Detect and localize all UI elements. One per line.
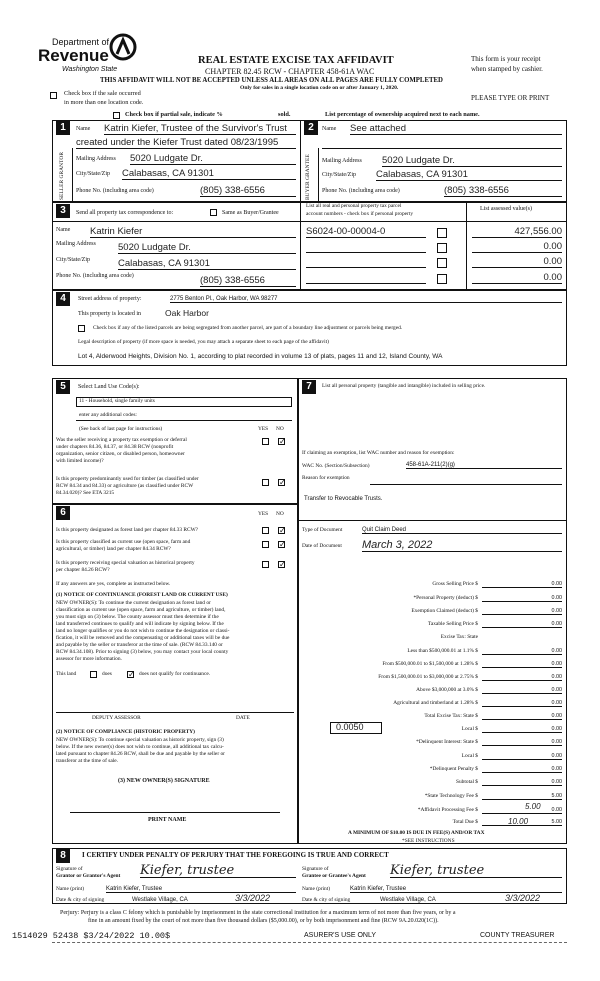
grantee-sig-label-1: Signature of xyxy=(302,866,329,872)
county-treasurer-label: COUNTY TREASURER xyxy=(480,932,555,939)
same-as-buyer-checkbox[interactable] xyxy=(210,209,217,216)
legal-description-value[interactable]: Lot 4, Alderwood Heights, Division No. 1, according to plat recorded in volume 13 of plats, pages 11 and 12, Island County, WA xyxy=(78,353,443,360)
doc-date-label: Date of Document xyxy=(302,543,342,549)
s6-q3-line-2: per chapter 84.26 RCW? xyxy=(56,567,110,573)
s5-q2-line-3: 84.34.020)? See ETA 3215 xyxy=(56,490,115,496)
s6-q2-yes-checkbox[interactable] xyxy=(262,541,269,548)
corr-city-value[interactable]: Calabasas, CA 91301 xyxy=(118,259,296,270)
fee-line-value[interactable]: 0.00 xyxy=(482,622,562,628)
parcel-value-1[interactable]: 427,556.00 xyxy=(472,227,562,238)
grantor-city-value[interactable]: Westlake Village, CA xyxy=(132,897,296,904)
s6-no-header: NO xyxy=(276,511,284,517)
n2-line-3: lated pursuant to chapter 84.26 RCW, shall be due and payable by the seller or xyxy=(56,751,225,757)
fee-line-value[interactable]: 0.00 xyxy=(482,808,562,814)
buyer-grantee-label: BUYER GRANTEE xyxy=(305,154,311,200)
s5-no-header: NO xyxy=(276,426,284,432)
form-chapter: CHAPTER 82.45 RCW - CHAPTER 458-61A WAC xyxy=(205,67,375,76)
parcel-account-3[interactable] xyxy=(306,257,426,268)
fee-line-value[interactable]: 0.00 xyxy=(482,754,562,760)
s5-yes-header: YES xyxy=(258,426,269,432)
type-or-print: PLEASE TYPE OR PRINT xyxy=(471,94,550,102)
section-2-number: 2 xyxy=(304,121,318,135)
fee-line-value[interactable]: 0.00 xyxy=(482,688,562,694)
grantor-name-label: Name (print) xyxy=(56,886,84,892)
minimum-note: A MINIMUM OF $10.00 IS DUE IN FEE(S) AND/OR TAX xyxy=(348,830,485,836)
deputy-date-label: DATE xyxy=(236,715,250,721)
n1-line-8: RCW 84.34.108). Prior to signing (3) below, you may contact your local county xyxy=(56,649,229,655)
fee-line-label: From $1,500,000.01 to $3,000,000 at 2.75% $ xyxy=(378,674,478,680)
n1-line-6: fication, it will be removed and the compensating or additional taxes will be due xyxy=(56,635,230,641)
revenue-logo-icon xyxy=(108,32,138,62)
corr-address-label: Mailing Address xyxy=(56,241,96,247)
n1-line-5: land no longer qualifies or you do not wish to continue the designation or classi- xyxy=(56,628,230,634)
seller-name-line-2[interactable]: created under the Kiefer Trust dated 08/23/1995 xyxy=(76,138,296,149)
fee-line-label: Subtotal $ xyxy=(455,779,478,785)
s6-q3-line-1: Is this property receiving special valuation as historical property xyxy=(56,560,195,566)
corr-address-value[interactable]: 5020 Ludgate Dr. xyxy=(118,243,296,254)
n1-line-3: you must sign on (3) below. The county assessor must then determine if the xyxy=(56,614,219,620)
treasurer-use-label: ASURER'S USE ONLY xyxy=(304,932,377,939)
grantee-name-label: Name (print) xyxy=(302,886,330,892)
total-handwritten: 10.00 xyxy=(508,817,529,826)
receipt-note-2: when stamped by cashier. xyxy=(471,65,543,73)
fee-line-label: Less than $500,000.01 at 1.1% $ xyxy=(407,648,478,654)
s5-q1-yes-checkbox[interactable] xyxy=(262,438,269,445)
s5-q1-line-3: organization, senior citizen, or disabled person, homeowner xyxy=(56,451,185,457)
s6-q1-no-checkbox[interactable] xyxy=(278,527,285,534)
buyer-name-label: Name xyxy=(322,126,337,132)
fee-line-label: Above $3,000,000 at 3.0% $ xyxy=(416,687,478,693)
grantor-date-value[interactable]: 3/3/2022 xyxy=(235,893,271,903)
buyer-phone-value[interactable]: (805) 338-6556 xyxy=(444,186,562,197)
seller-phone-label: Phone No. (including area code) xyxy=(76,188,154,194)
print-name-label: PRINT NAME xyxy=(148,817,187,823)
assessed-header: List assessed value(s) xyxy=(480,206,532,212)
reason-value[interactable]: Transfer to Revocable Trusts. xyxy=(304,496,383,502)
perjury-warning: Perjury: Perjury is a class C felony which is punishable by imprisonment in the state correctional institution for a maximum term of not more than five years, or by a xyxy=(60,910,456,916)
fee-line-value[interactable]: 0.00 xyxy=(482,675,562,681)
does-label: does xyxy=(102,671,112,677)
land-does-not-checkbox[interactable] xyxy=(127,671,134,678)
street-address-value[interactable]: 2775 Benton Pl., Oak Harbor, WA 98277 xyxy=(170,296,562,303)
parcel-personal-checkbox-2[interactable] xyxy=(437,243,447,253)
new-owner-signature-label: (3) NEW OWNER(S) SIGNATURE xyxy=(118,778,210,784)
grantor-signature[interactable]: Kiefer, trustee xyxy=(140,864,296,878)
s6-q3-no-checkbox[interactable] xyxy=(278,561,285,568)
n1-line-4: land transferred continues to qualify and will indicate by signing below. If the xyxy=(56,621,224,627)
multi-location-checkbox[interactable] xyxy=(50,92,57,99)
located-in-value[interactable]: Oak Harbor xyxy=(165,308,209,318)
same-as-buyer-label: Same as Buyer/Grantee xyxy=(222,210,279,216)
segregated-checkbox[interactable] xyxy=(78,325,85,332)
s5-q1-line-4: with limited income)? xyxy=(56,458,104,464)
form-title: REAL ESTATE EXCISE TAX AFFIDAVIT xyxy=(198,55,394,66)
deputy-assessor-label: DEPUTY ASSESSOR xyxy=(92,715,141,721)
corr-name-value[interactable]: Katrin Kiefer xyxy=(90,227,296,238)
see-back-label: (See back of last page for instructions) xyxy=(79,426,163,432)
s5-q2-yes-checkbox[interactable] xyxy=(262,479,269,486)
partial-sale-label: Check box if partial sale, indicate % xyxy=(125,111,223,118)
fee-line-value[interactable]: 0.00 xyxy=(482,596,562,602)
seller-phone-value[interactable]: (805) 338-6556 xyxy=(200,186,296,197)
fee-line-value[interactable]: 0.00 xyxy=(482,662,562,668)
s6-if-yes: If any answers are yes, complete as instructed below. xyxy=(56,581,171,587)
corr-name-label: Name xyxy=(56,227,71,233)
fee-line-label: *Affidavit Processing Fee $ xyxy=(417,807,478,813)
parcel-header-2: account numbers - check box if personal property xyxy=(306,211,414,217)
agency-logo-text: Revenue xyxy=(38,46,109,65)
s6-yes-header: YES xyxy=(258,511,269,517)
sold-label: sold. xyxy=(278,111,291,118)
additional-codes-label: enter any additional codes: xyxy=(79,412,137,418)
personal-property-label: List all personal property (tangible and intangible) included in selling price. xyxy=(322,383,486,389)
parcel-account-4[interactable] xyxy=(306,273,426,284)
parcel-value-3[interactable]: 0.00 xyxy=(472,257,562,268)
seller-name-label: Name xyxy=(76,126,91,132)
claim-exemption-label: If claiming an exemption, list WAC number and reason for exemption: xyxy=(302,450,455,456)
parcel-account-1[interactable]: S6024-00-00004-0 xyxy=(306,227,426,238)
buyer-city-label: City/State/Zip xyxy=(322,172,356,178)
ownership-pct-label: List percentage of ownership acquired next to each name. xyxy=(325,111,480,118)
fee-line-value[interactable]: 5.00 xyxy=(482,794,562,800)
s6-q3-yes-checkbox[interactable] xyxy=(262,561,269,568)
fee-line-value[interactable]: 0.00 xyxy=(482,649,562,655)
parcel-value-2[interactable]: 0.00 xyxy=(472,242,562,253)
corr-city-label: City/State/Zip xyxy=(56,257,90,263)
local-rate-value[interactable]: 0.0050 xyxy=(336,722,364,732)
land-use-select-label: Select Land Use Code(s): xyxy=(78,384,140,390)
s6-q2-line-1: Is this property classified as current use (open space, farm and xyxy=(56,539,191,545)
n2-line-1: NEW OWNER(S): To continue special valuation as historic property, sign (3) xyxy=(56,737,224,743)
grantor-sig-label-1: Signature of xyxy=(56,866,83,872)
grantor-date-label: Date & city of signing xyxy=(56,897,105,903)
wac-label: WAC No. (Section/Subsection) xyxy=(302,463,370,469)
s5-q1-line-1: Was the seller receiving a property tax exemption or deferral xyxy=(56,437,187,443)
n2-line-4: transferor at the time of sale. xyxy=(56,758,118,764)
s5-q2-line-2: RCW 84.34 and 84.33) or agriculture (as classified under RCW xyxy=(56,483,194,489)
section-6-number: 6 xyxy=(56,506,70,520)
fee-line-label: Local $ xyxy=(461,753,478,759)
grantee-date-label: Date & city of signing xyxy=(302,897,351,903)
n1-line-7: and payable by the seller or transferor at the time of sale. (RCW 84.33.140 or xyxy=(56,642,223,648)
doc-date-value[interactable]: March 3, 2022 xyxy=(362,540,562,552)
segregated-label: Check box if any of the listed parcels are being segregated from another parcel, are part of a boundary line adjustment or parcels being merged. xyxy=(93,325,403,331)
notice-continuance-title: (1) NOTICE OF CONTINUANCE (FOREST LAND OR CURRENT USE) xyxy=(56,592,228,598)
corr-phone-value[interactable]: (805) 338-6556 xyxy=(200,276,296,287)
land-does-checkbox[interactable] xyxy=(90,671,97,678)
buyer-address-label: Mailing Address xyxy=(322,158,362,164)
fee-line-label: *Personal Property (deduct) $ xyxy=(413,595,478,601)
seller-name-line-1[interactable]: Katrin Kiefer, Trustee of the Survivor's Trust xyxy=(104,124,296,135)
fee-line-value[interactable]: 0.00 xyxy=(482,767,562,773)
multi-location-label-1: Check box if the sale occurred xyxy=(64,90,141,97)
see-instructions: *SEE INSTRUCTIONS xyxy=(402,838,455,844)
n1-line-9: assessor for more information. xyxy=(56,656,122,662)
fee-line-label: *State Technology Fee $ xyxy=(424,793,478,799)
reason-label: Reason for exemption xyxy=(302,475,350,481)
fee-line-label: Total Excise Tax: State $ xyxy=(424,713,478,719)
partial-sale-checkbox[interactable] xyxy=(113,112,120,119)
fee-line-label: Gross Selling Price $ xyxy=(432,581,478,587)
s6-q1: Is this property designated as forest land per chapter 84.33 RCW? xyxy=(56,527,199,533)
street-address-label: Street address of property: xyxy=(78,296,142,302)
not-qualify-label: does not qualify for continuance. xyxy=(139,671,211,677)
fee-line-label: Total Due $ xyxy=(452,819,478,825)
legal-description-label: Legal description of property (if more space is needed, you may attach a separate sheet to each page of the affidavit) xyxy=(78,339,329,345)
section-8-number: 8 xyxy=(56,849,70,863)
s5-q1-line-2: under chapters 84.36, 84.37, or 84.38 RCW (nonprofit xyxy=(56,444,174,450)
buyer-phone-label: Phone No. (including area code) xyxy=(322,188,400,194)
form-warning: THIS AFFIDAVIT WILL NOT BE ACCEPTED UNLESS ALL AREAS ON ALL PAGES ARE FULLY COMPLETED xyxy=(100,77,443,84)
seller-grantor-label: SELLER GRANTOR xyxy=(59,151,65,200)
fee-line-value[interactable]: 0.00 xyxy=(482,780,562,786)
s6-q2-no-checkbox[interactable] xyxy=(278,541,285,548)
grantee-name-value[interactable]: Katrin Kiefer, Trustee xyxy=(350,886,562,893)
section-7-number: 7 xyxy=(302,380,316,394)
fee-line-label: Exemption Claimed (deduct) $ xyxy=(411,608,478,614)
fee-handwritten: 5.00 xyxy=(525,802,541,811)
fee-line-label: *Delinquent Interest: State $ xyxy=(416,739,478,745)
fee-line-label: From $500,000.01 to $1,500,000 at 1.28% $ xyxy=(382,661,478,667)
fee-line-value[interactable]: 0.00 xyxy=(482,714,562,720)
fee-line-label: Agricultural and timberland at 1.28% $ xyxy=(393,700,478,706)
grantee-sig-label-2: Grantee or Grantee's Agent xyxy=(302,873,366,879)
seller-city-value[interactable]: Calabasas, CA 91301 xyxy=(122,169,296,180)
fee-line-value[interactable]: 0.00 xyxy=(482,609,562,615)
grantor-name-value[interactable]: Katrin Kiefer, Trustee xyxy=(106,886,296,893)
grantee-date-value[interactable]: 3/3/2022 xyxy=(505,893,541,903)
seller-address-value[interactable]: 5020 Ludgate Dr. xyxy=(130,154,296,165)
buyer-name-value[interactable]: See attached xyxy=(350,124,562,135)
parcel-personal-checkbox-3[interactable] xyxy=(437,258,447,268)
state-label: Washington State xyxy=(62,66,118,73)
grantee-signature[interactable]: Kiefer, trustee xyxy=(390,864,562,878)
parcel-account-2[interactable] xyxy=(306,242,426,253)
fee-line-value[interactable]: 0.00 xyxy=(482,701,562,707)
perjury-warning-2: fine in an amount fixed by the court of not more than five thousand dollars ($5,000.00), or by both imprisonment and fine (RCW 9A.20.020(1C)). xyxy=(88,918,439,924)
n1-line-2: classification as current use (open space, farm and agriculture, or timber) land, xyxy=(56,607,226,613)
fee-line-label: Local $ xyxy=(461,726,478,732)
send-correspondence-label: Send all property tax correspondence to: xyxy=(76,210,174,216)
fee-line-value[interactable]: 0.00 xyxy=(482,582,562,588)
wac-value[interactable]: 458-61A-211(2)(g) xyxy=(406,462,562,469)
fee-line-value[interactable]: 5.00 xyxy=(482,820,562,826)
s6-q1-yes-checkbox[interactable] xyxy=(262,527,269,534)
corr-phone-label: Phone No. (including area code) xyxy=(56,273,134,279)
section-5-number: 5 xyxy=(56,380,70,394)
single-location-note: Only for sales in a single location code on or after January 1, 2020. xyxy=(240,85,399,91)
s5-q1-no-checkbox[interactable] xyxy=(278,438,285,445)
dept-label: Department of xyxy=(52,37,110,47)
parcel-value-4[interactable]: 0.00 xyxy=(472,273,562,284)
n2-line-2: below. If the new owner(s) does not wish to continue, all additional tax calcu- xyxy=(56,744,224,750)
seller-address-label: Mailing Address xyxy=(76,156,116,162)
land-use-code-value: 11 - Household, single family units xyxy=(79,398,155,404)
receipt-note-1: This form is your receipt xyxy=(471,55,541,63)
buyer-address-value[interactable]: 5020 Ludgate Dr. xyxy=(382,156,562,167)
multi-location-label-2: in more than one location code. xyxy=(64,99,144,106)
section-3-number: 3 xyxy=(56,204,70,218)
s6-q2-line-2: agricultural, or timber) land per chapter 84.34 RCW? xyxy=(56,546,171,552)
n1-line-1: NEW OWNER(S): To continue the current designation as forest land or xyxy=(56,600,211,606)
recording-stamp: 1514029 52438 $3/24/2022 10.00$ xyxy=(12,931,171,941)
doc-type-label: Type of Document xyxy=(302,527,343,533)
grantee-city-value[interactable]: Westlake Village, CA xyxy=(380,897,562,904)
parcel-header-1: List all real and personal property tax parcel xyxy=(306,203,402,209)
buyer-city-value[interactable]: Calabasas, CA 91301 xyxy=(376,170,562,181)
fee-line-value[interactable]: 0.00 xyxy=(482,740,562,746)
certify-statement: I CERTIFY UNDER PENALTY OF PERJURY THAT THE FOREGOING IS TRUE AND CORRECT xyxy=(82,851,389,859)
s5-q2-no-checkbox[interactable] xyxy=(278,479,285,486)
fee-line-label: Taxable Selling Price $ xyxy=(427,621,478,627)
fee-line-value[interactable]: 0.00 xyxy=(482,727,562,733)
parcel-personal-checkbox-1[interactable] xyxy=(437,228,447,238)
parcel-personal-checkbox-4[interactable] xyxy=(437,274,447,284)
this-land-label: This land xyxy=(56,671,77,677)
fee-line-label: Excise Tax: State xyxy=(440,634,478,640)
section-4-number: 4 xyxy=(56,292,70,306)
notice-compliance-title: (2) NOTICE OF COMPLIANCE (HISTORIC PROPERTY) xyxy=(56,729,195,735)
s5-q2-line-1: Is this property predominantly used for timber (as classified under xyxy=(56,476,199,482)
grantor-sig-label-2: Grantor or Grantor's Agent xyxy=(56,873,121,879)
fee-line-label: *Delinquent Penalty $ xyxy=(429,766,478,772)
doc-type-value[interactable]: Quit Claim Deed xyxy=(362,527,562,534)
located-in-label: This property is located in xyxy=(78,311,141,317)
section-1-number: 1 xyxy=(56,121,70,135)
seller-city-label: City/State/Zip xyxy=(76,171,110,177)
